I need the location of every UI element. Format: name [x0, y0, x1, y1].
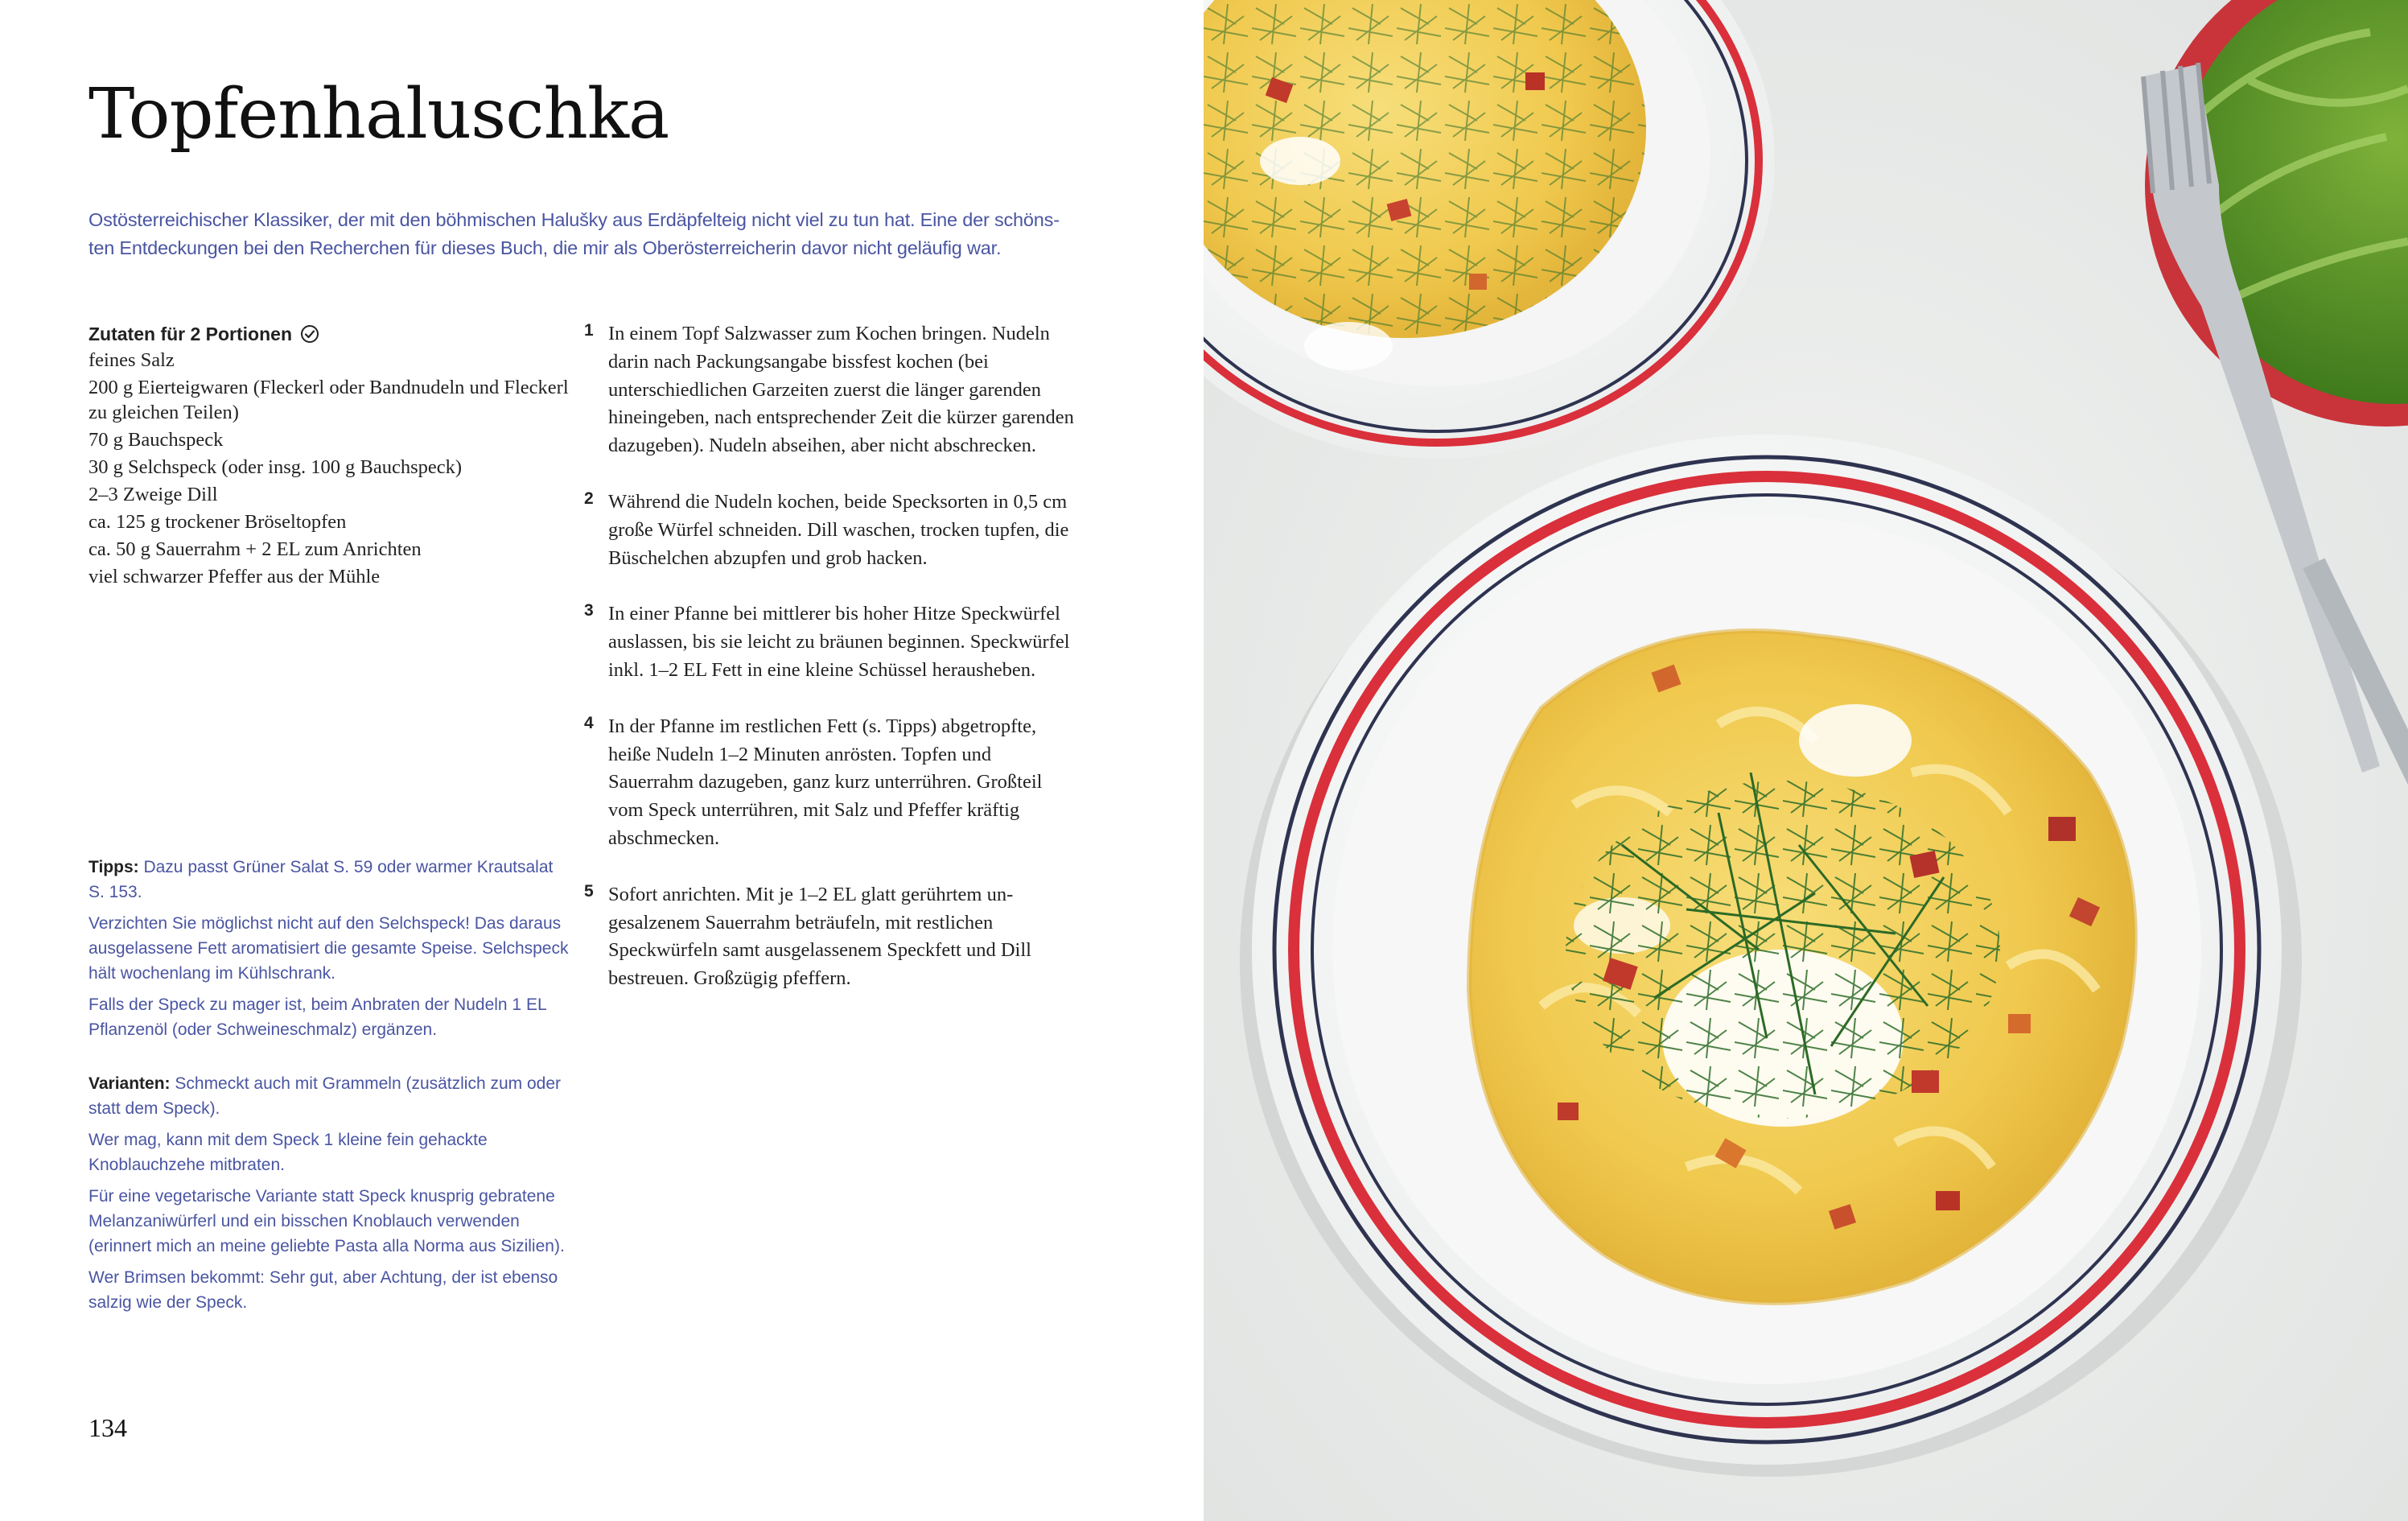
ingredients-section	[88, 320, 571, 592]
step-4	[584, 713, 1075, 853]
step-number: 1	[584, 321, 594, 340]
ingredient-item: viel schwarzer Pfeffer aus der Mühle	[88, 566, 381, 587]
step-2	[584, 488, 1075, 572]
tips-label: Tipps:	[88, 858, 139, 876]
recipe-intro: Ostösterreichischer Klassiker, der mit den böhmischen Halušky aus Erdäpfelteig nicht viel zu tun hat. Eine der schönsten Entdeckungen bei den Recherchen für dieses Buch, die mir als Oberösterreicherin davor nicht geläufig war.	[88, 209, 1060, 258]
ingredient-item: ca. 50 g Sauerrahm + 2 EL zum Anrichten	[88, 538, 422, 560]
tip-paragraph: Falls der Speck zu mager ist, beim Anbraten der Nudeln 1 EL Pflanzenöl (oder Schweineschmalz) ergänzen.	[88, 995, 546, 1039]
tip-text: Dazu passt Grüner Salat S. 59 oder warmer Krautsalat S. 153.	[88, 858, 554, 901]
recipe-title: Topfenhaluschka	[88, 74, 669, 155]
step-number: 2	[584, 488, 594, 508]
variant-text: Schmeckt auch mit Grammeln (zusätzlich zum oder statt dem Speck).	[88, 1074, 562, 1118]
ingredient-list	[88, 348, 571, 589]
ingredient-item: 70 g Bauchspeck	[88, 429, 224, 451]
ingredient-item: 2–3 Zweige Dill	[88, 484, 218, 505]
page-number: 134	[88, 1413, 127, 1442]
step-text: Sofort anrichten. Mit je 1–2 EL glatt gerührtem ungesalzenem Sauerrahm beträufeln, mit restlichen Speckwürfeln samt ausgelassenem Speckfett und Dill bestreuen. Großzügig pfeffern.	[608, 883, 1031, 990]
step-number: 5	[584, 881, 594, 901]
step-text: Während die Nudeln kochen, beide Specksorten in 0,5 cm große Würfel schneiden. Dill waschen, trocken tupfen, die Büschelchen abzupfen und grob hacken.	[608, 490, 1069, 569]
preparation-steps	[584, 320, 1075, 1021]
ingredient-item: feines Salz	[88, 349, 175, 371]
ingredients-heading	[88, 320, 571, 348]
variant-paragraph: Für eine vegetarische Variante statt Speck knusprig gebratene Melanzaniwürferl und ein bisschen Knoblauch verwenden (erinnert mich an meine geliebte Pasta alla Norma aus Sizilien).	[88, 1187, 565, 1255]
checkmark-circle-icon	[300, 324, 319, 344]
step-text: In einer Pfanne bei mittlerer bis hoher Hitze Speckwürfel auslassen, bis sie leicht zu bräunen beginnen. Speckwürfel inkl. 1–2 EL Fett in eine kleine Schüssel herausheben.	[608, 603, 1070, 681]
tip-paragraph: Verzichten Sie möglichst nicht auf den Selchspeck! Das daraus ausgelassene Fett aromatisiert die gesamte Speise. Selchspeck hält wochenlang im Kühlschrank.	[88, 914, 569, 983]
variant-paragraph	[88, 1071, 571, 1121]
variant-paragraph: Wer mag, kann mit dem Speck 1 kleine fein gehackte Knoblauchzehe mitbraten.	[88, 1131, 488, 1174]
ingredient-item: 30 g Selchspeck (oder insg. 100 g Bauchspeck)	[88, 456, 463, 478]
step-text: In einem Topf Salzwasser zum Kochen bringen. Nudeln darin nach Packungsangabe bissfest kochen (bei unterschiedlichen Garzeiten zuerst die länger garenden hineingeben, nach entsprechender Zeit die kürzer garenden dazugeben). Nudeln abseihen, aber nicht abschrecken.	[608, 323, 1074, 457]
dish-photo	[1204, 0, 2408, 1521]
step-5	[584, 881, 1075, 993]
dish-photo-illustration	[1204, 0, 2408, 1521]
step-number: 4	[584, 713, 594, 732]
step-3	[584, 600, 1075, 684]
step-1	[584, 320, 1075, 460]
ingredient-item: 200 g Eierteigwaren (Fleckerl oder Bandnudeln und Fleckerl zu gleichen Teilen)	[88, 377, 569, 423]
step-number: 3	[584, 601, 594, 620]
variant-paragraph: Wer Brimsen bekommt: Sehr gut, aber Achtung, der ist ebenso salzig wie der Speck.	[88, 1268, 558, 1312]
tip-paragraph	[88, 855, 571, 905]
variants-label: Varianten:	[88, 1074, 171, 1093]
ingredients-heading-label: Zutaten für 2 Portionen	[88, 323, 292, 344]
step-text: In der Pfanne im restlichen Fett (s. Tipps) abgetropfte, heiße Nudeln 1–2 Minuten anrösten. Topfen und Sauerrahm dazugeben, ganz kurz unterrühren. Großteil vom Speck unterrühren, mit Salz und Pfeffer kräftig abschmecken.	[608, 715, 1043, 849]
ingredient-item: ca. 125 g trockener Bröseltopfen	[88, 511, 347, 533]
tips-section	[88, 855, 571, 1321]
